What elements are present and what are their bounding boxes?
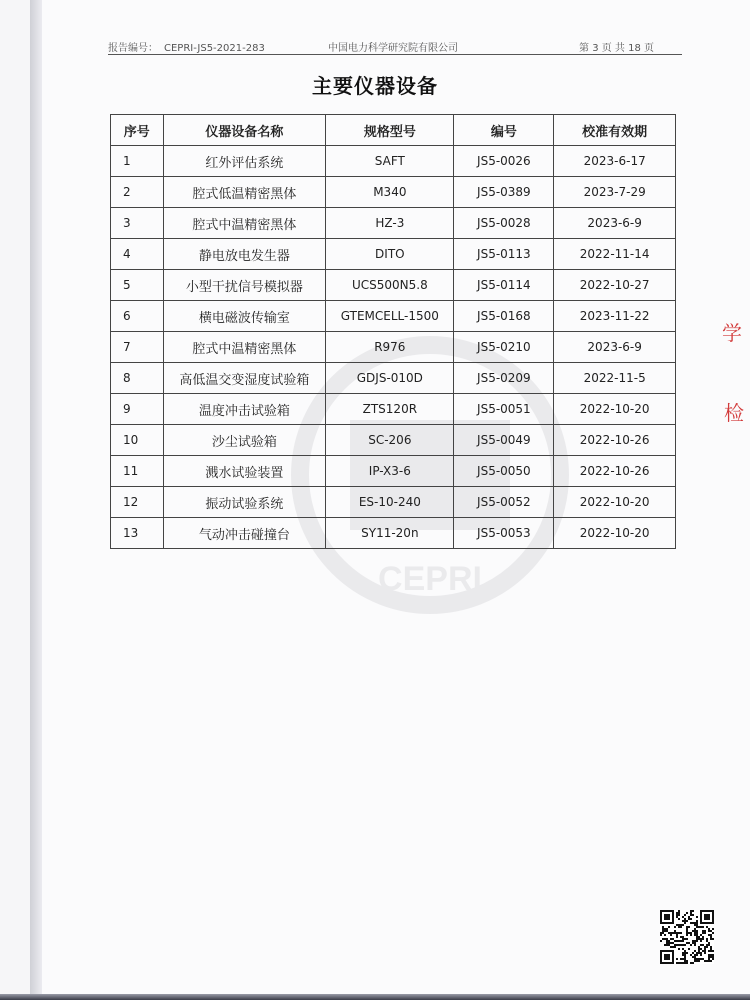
table-row — [111, 332, 676, 363]
calibration-date-cell: 2022-10-26 — [554, 425, 676, 456]
code-cell: JS5-0026 — [454, 146, 554, 177]
sequence-cell: 10 — [111, 425, 164, 456]
calibration-date-cell: 2022-10-26 — [554, 456, 676, 487]
sequence-cell: 12 — [111, 487, 164, 518]
model-cell: UCS500N5.8 — [326, 270, 454, 301]
calibration-date-cell: 2022-10-27 — [554, 270, 676, 301]
equipment-name-cell: 红外评估系统 — [163, 146, 326, 177]
report-number — [108, 39, 265, 54]
table-row — [111, 301, 676, 332]
sequence-cell: 5 — [111, 270, 164, 301]
equipment-name-cell: 溅水试验装置 — [163, 456, 326, 487]
column-header: 规格型号 — [326, 115, 454, 146]
model-cell: SAFT — [326, 146, 454, 177]
code-cell: JS5-0168 — [454, 301, 554, 332]
equipment-name-cell: 温度冲击试验箱 — [163, 394, 326, 425]
code-cell: JS5-0053 — [454, 518, 554, 549]
equipment-name-cell: 气动冲击碰撞台 — [163, 518, 326, 549]
sequence-cell: 9 — [111, 394, 164, 425]
page-indicator: 第 3 页 共 18 页 — [579, 43, 654, 54]
equipment-name-cell: 高低温交变湿度试验箱 — [163, 363, 326, 394]
column-header: 校准有效期 — [554, 115, 676, 146]
table-row — [111, 146, 676, 177]
equipment-name-cell: 腔式低温精密黑体 — [163, 177, 326, 208]
page-bottom-edge — [0, 994, 750, 1000]
equipment-table — [110, 114, 676, 549]
table-body — [111, 146, 676, 549]
watermark-text: CEPRI — [378, 560, 482, 598]
calibration-date-cell: 2022-11-5 — [554, 363, 676, 394]
code-cell: JS5-0050 — [454, 456, 554, 487]
equipment-name-cell: 振动试验系统 — [163, 487, 326, 518]
page-header — [108, 36, 682, 55]
table-row — [111, 270, 676, 301]
model-cell: SY11-20n — [326, 518, 454, 549]
organization-name: 中国电力科学研究院有限公司 — [328, 43, 458, 54]
model-cell: GTEMCELL-1500 — [326, 301, 454, 332]
qr-code-icon — [660, 910, 714, 964]
equipment-name-cell: 沙尘试验箱 — [163, 425, 326, 456]
code-cell: JS5-0389 — [454, 177, 554, 208]
model-cell: M340 — [326, 177, 454, 208]
equipment-name-cell: 小型干扰信号模拟器 — [163, 270, 326, 301]
calibration-date-cell: 2023-11-22 — [554, 301, 676, 332]
sequence-cell: 2 — [111, 177, 164, 208]
model-cell: ZTS120R — [326, 394, 454, 425]
code-cell: JS5-0209 — [454, 363, 554, 394]
equipment-name-cell: 横电磁波传输室 — [163, 301, 326, 332]
report-number-value: CEPRI-JS5-2021-283 — [164, 43, 265, 54]
calibration-date-cell: 2023-6-17 — [554, 146, 676, 177]
calibration-date-cell: 2023-6-9 — [554, 208, 676, 239]
sequence-cell: 3 — [111, 208, 164, 239]
model-cell: IP-X3-6 — [326, 456, 454, 487]
sequence-cell: 13 — [111, 518, 164, 549]
sequence-cell: 1 — [111, 146, 164, 177]
calibration-date-cell: 2023-7-29 — [554, 177, 676, 208]
calibration-date-cell: 2022-10-20 — [554, 394, 676, 425]
sequence-cell: 6 — [111, 301, 164, 332]
model-cell: HZ-3 — [326, 208, 454, 239]
model-cell: SC-206 — [326, 425, 454, 456]
column-header: 编号 — [454, 115, 554, 146]
sequence-cell: 11 — [111, 456, 164, 487]
document-title: 主要仪器设备 — [312, 74, 438, 98]
code-cell: JS5-0210 — [454, 332, 554, 363]
model-cell: R976 — [326, 332, 454, 363]
table-row — [111, 518, 676, 549]
sequence-cell: 8 — [111, 363, 164, 394]
calibration-date-cell: 2022-11-14 — [554, 239, 676, 270]
code-cell: JS5-0114 — [454, 270, 554, 301]
sequence-cell: 7 — [111, 332, 164, 363]
calibration-date-cell: 2022-10-20 — [554, 518, 676, 549]
table-row — [111, 394, 676, 425]
model-cell: DITO — [326, 239, 454, 270]
table-row — [111, 239, 676, 270]
calibration-date-cell: 2022-10-20 — [554, 487, 676, 518]
code-cell: JS5-0113 — [454, 239, 554, 270]
table-row — [111, 456, 676, 487]
table-row — [111, 487, 676, 518]
table-row — [111, 208, 676, 239]
equipment-name-cell: 腔式中温精密黑体 — [163, 208, 326, 239]
report-number-label: 报告编号： — [108, 43, 158, 54]
code-cell: JS5-0052 — [454, 487, 554, 518]
table-row — [111, 177, 676, 208]
column-header: 仪器设备名称 — [163, 115, 326, 146]
code-cell: JS5-0028 — [454, 208, 554, 239]
code-cell: JS5-0049 — [454, 425, 554, 456]
equipment-name-cell: 腔式中温精密黑体 — [163, 332, 326, 363]
model-cell: ES-10-240 — [326, 487, 454, 518]
table-row — [111, 363, 676, 394]
seal-char: 学 — [722, 321, 742, 345]
equipment-name-cell: 静电放电发生器 — [163, 239, 326, 270]
seal-char: 检 — [724, 401, 744, 425]
column-header: 序号 — [111, 115, 164, 146]
table-header-row — [111, 115, 676, 146]
code-cell: JS5-0051 — [454, 394, 554, 425]
calibration-date-cell: 2023-6-9 — [554, 332, 676, 363]
table-row — [111, 425, 676, 456]
model-cell: GDJS-010D — [326, 363, 454, 394]
sequence-cell: 4 — [111, 239, 164, 270]
seal-stamp — [716, 305, 750, 455]
